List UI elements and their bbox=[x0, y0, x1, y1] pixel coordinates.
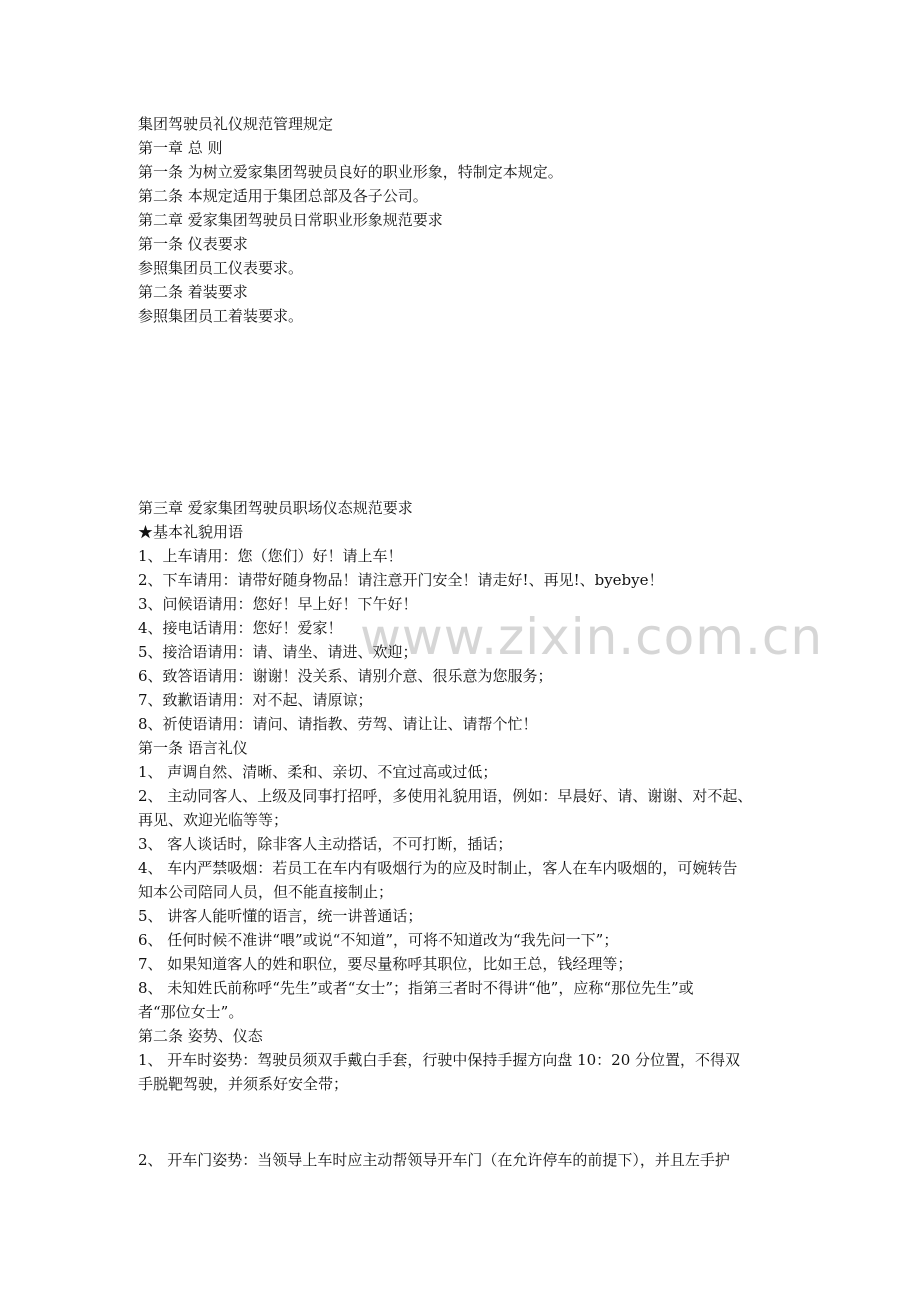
text-line: 第二条 姿势、仪态 bbox=[138, 1027, 263, 1045]
text-line: 7、致歉语请用：对不起、请原谅； bbox=[138, 691, 373, 709]
text-line: 2、下车请用：请带好随身物品！请注意开门安全！请走好!、再见!、byebye！ bbox=[138, 571, 664, 589]
text-line: 参照集团员工仪表要求。 bbox=[138, 259, 304, 277]
text-line: 8、祈使语请用：请问、请指教、劳驾、请让让、请帮个忙！ bbox=[138, 715, 538, 733]
text-line: 手脱靶驾驶，并须系好安全带； bbox=[138, 1075, 349, 1093]
text-line: 第二章 爱家集团驾驶员日常职业形象规范要求 bbox=[138, 211, 443, 229]
text-line: 第二条 着装要求 bbox=[138, 283, 248, 301]
text-line: 6、致答语请用：谢谢！没关系、请别介意、很乐意为您服务； bbox=[138, 667, 553, 685]
chapter-heading: 第三章 爱家集团驾驶员职场仪态规范要求 bbox=[138, 499, 413, 517]
text-line: 3、 客人谈话时，除非客人主动搭话，不可打断，插话； bbox=[138, 835, 513, 853]
text-line: ★基本礼貌用语 bbox=[138, 523, 244, 541]
text-line: 第二条 本规定适用于集团总部及各子公司。 bbox=[138, 187, 428, 205]
text-line: 8、 未知姓氏前称呼“先生”或者“女士”；指第三者时不得讲“他”，应称“那位先生”或 bbox=[138, 979, 694, 997]
text-line: 1、 开车时姿势：驾驶员须双手戴白手套，行驶中保持手握方向盘 10：20 分位置，不得双 bbox=[138, 1051, 741, 1069]
text-line: 第一条 为树立爱家集团驾驶员良好的职业形象，特制定本规定。 bbox=[138, 163, 563, 181]
text-line: 4、接电话请用：您好！爱家！ bbox=[138, 619, 343, 637]
text-line: 再见、欢迎光临等等； bbox=[138, 811, 289, 829]
text-line: 参照集团员工着装要求。 bbox=[138, 307, 304, 325]
text-line: 第一章 总 则 bbox=[138, 139, 223, 157]
watermark: www.zixin.com.cn bbox=[360, 608, 824, 666]
text-line: 1、上车请用：您（您们）好！请上车！ bbox=[138, 547, 403, 565]
text-line: 2、 开车门姿势：当领导上车时应主动帮领导开车门（在允许停车的前提下），并且左手护 bbox=[138, 1151, 730, 1169]
text-line: 第一条 语言礼仪 bbox=[138, 739, 248, 757]
text-line: 6、 任何时候不准讲“喂”或说“不知道”，可将不知道改为“我先问一下”； bbox=[138, 931, 619, 949]
text-line: 1、 声调自然、清晰、柔和、亲切、不宜过高或过低； bbox=[138, 763, 498, 781]
text-line: 3、问候语请用：您好！早上好！下午好！ bbox=[138, 595, 418, 613]
text-line: 知本公司陪同人员，但不能直接制止； bbox=[138, 883, 394, 901]
text-line: 5、接洽语请用：请、请坐、请进、欢迎； bbox=[138, 643, 418, 661]
text-line: 者“那位女士”。 bbox=[138, 1003, 244, 1021]
text-line: 5、 讲客人能听懂的语言，统一讲普通话； bbox=[138, 907, 423, 925]
text-line: 第一条 仪表要求 bbox=[138, 235, 248, 253]
text-line: 4、 车内严禁吸烟：若员工在车内有吸烟行为的应及时制止，客人在车内吸烟的，可婉转告 bbox=[138, 859, 738, 877]
document-title: 集团驾驶员礼仪规范管理规定 bbox=[138, 115, 334, 133]
text-line: 2、 主动同客人、上级及同事打招呼，多使用礼貌用语，例如：早晨好、请、谢谢、对不起、 bbox=[138, 787, 753, 805]
text-line: 7、 如果知道客人的姓和职位，要尽量称呼其职位，比如王总，钱经理等； bbox=[138, 955, 633, 973]
